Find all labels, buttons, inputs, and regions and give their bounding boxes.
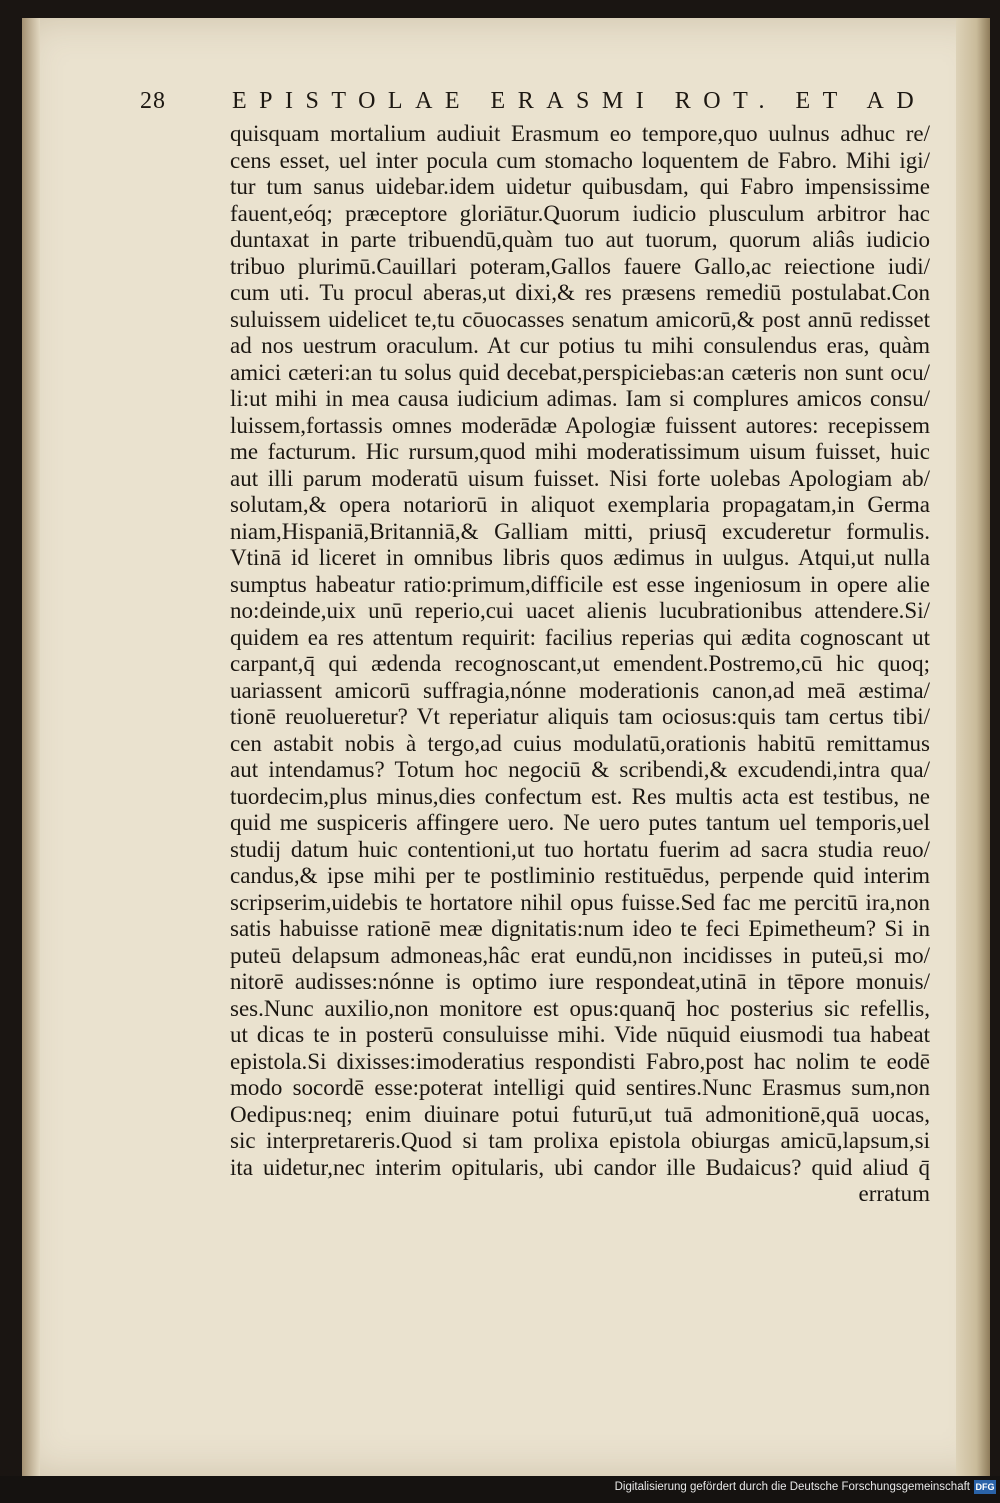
text-line: ses.Nunc auxilio,non monitore est opus:quanq̄ hoc posterius sic refellis, xyxy=(230,995,930,1021)
text-line: duntaxat in parte tribuendū,quàm tuo aut tuorum, quorum aliâs iudicio xyxy=(230,227,930,252)
text-line: suluissem uidelicet te,tu cōuocasses senatum amicorū,& post annū redisset xyxy=(230,306,930,332)
text-line: no:deinde,uix unū reperio,cui uacet alienis lucubrationibus attendere.Si/ xyxy=(230,598,930,623)
page-edge xyxy=(956,18,990,1476)
text-line: cens esset, uel inter pocula cum stomacho loquentem de Fabro. Mihi igi/ xyxy=(230,147,930,173)
text-line: aut illi parum moderatū uisum fuisset. Nisi forte uolebas Apologiam ab/ xyxy=(230,465,930,491)
dfg-logo: DFG xyxy=(975,1482,995,1492)
text-line: scripserim,uidebis te hortatore nihil opus fuisse.Sed fac me percitū ira,non xyxy=(230,889,930,915)
text-line: me facturum. Hic rursum,quod mihi moderatissimum uisum fuisset, huic xyxy=(230,439,930,464)
text-line: candus,& ipse mihi per te postliminio restituēdus, perpende quid interim xyxy=(230,863,930,888)
page-gutter xyxy=(22,18,40,1476)
text-line: cum uti. Tu procul aberas,ut dixi,& res præsens remediū postulabat.Con xyxy=(230,280,930,305)
text-line: epistola.Si dixisses:imoderatius respondisti Fabro,post hac nolim te eodē xyxy=(230,1048,930,1074)
text-line: puteū delapsum admoneas,hâc erat eundū,non incidisses in puteū,si mo/ xyxy=(230,942,930,968)
text-line: Oedipus:neq; enim diuinare potui futurū,ut tuā admonitionē,quā uocas, xyxy=(230,1101,930,1127)
text-line: fauent,eóq; præceptore gloriātur.Quorum iudicio plusculum arbitror hac xyxy=(230,200,930,226)
text-line: solutam,& opera notariorū in aliquot exemplaria propagatam,in Germa xyxy=(230,492,930,517)
text-line: quid me suspiceris affingere uero. Ne uero putes tantum uel temporis,uel xyxy=(230,810,930,835)
text-line: Vtinā id liceret in omnibus libris quos ædimus in uulgus. Atqui,ut nulla xyxy=(230,545,930,570)
text-line: carpant,q̄ qui ædenda recognoscant,ut emendent.Postremo,cū hic quoq; xyxy=(230,651,930,676)
text-line: sumptus habeatur ratio:primum,difficile est esse ingeniosum in opere alie xyxy=(230,571,930,597)
text-line: ita uidetur,nec interim opitularis, ubi candor ille Budaicus? quid aliud q̄ xyxy=(230,1154,930,1180)
text-line: tur tum sanus uidebar.idem uidetur quibusdam, qui Fabro impensissime xyxy=(230,174,930,199)
text-line: ad nos uestrum oraculum. At cur potius tu mihi consulendus eras, quàm xyxy=(230,333,930,358)
text-line: satis habuisse rationē meæ dignitatis:num ideo te feci Epimetheum? Si in xyxy=(230,916,930,941)
text-line: amici cæteri:an tu solus quid decebat,perspiciebas:an cæteris non sunt ocu/ xyxy=(230,359,930,385)
text-line: uariassent amicorū suffragia,nónne moderationis canon,ad meā æstima/ xyxy=(230,677,930,703)
folio-number: 28 xyxy=(140,88,166,114)
text-line: ut dicas te in posterū consuluisse mihi. Vide nūquid eiusmodi tua habeat xyxy=(230,1022,930,1047)
text-line: sic interpretareris.Quod si tam prolixa epistola obiurgas amicū,lapsum,si xyxy=(230,1128,930,1153)
text-line: tionē reuolueretur? Vt reperiatur aliquis tam ociosus:quis tam certus tibi/ xyxy=(230,704,930,729)
text-line: tuordecim,plus minus,dies confectum est. Res multis acta est testibus, ne xyxy=(230,783,930,809)
text-line: quisquam mortalium audiuit Erasmum eo tempore,quo uulnus adhuc re/ xyxy=(230,121,930,146)
running-head: EPISTOLAE ERASMI ROT. ET AD xyxy=(232,88,927,114)
text-line: studij datum huic contentioni,ut tuo hortatu fuerim ad sacra studia reuo/ xyxy=(230,836,930,862)
footer-credit: Digitalisierung gefördert durch die Deutsche Forschungsgemeinschaft xyxy=(614,1481,970,1493)
body-text xyxy=(230,121,930,1208)
text-line: nitorē audisses:nónne is optimo iure respondeat,utinā in tēpore monuis/ xyxy=(230,969,930,994)
text-line: tribuo plurimū.Cauillari poteram,Gallos fauere Gallo,ac reiectione iudi/ xyxy=(230,253,930,279)
text-line: li:ut mihi in mea causa iudicium adimas. Iam si complures amicos consu/ xyxy=(230,386,930,411)
catchword: erratum xyxy=(858,1181,930,1206)
footer-bar xyxy=(0,1476,1000,1503)
text-line: luissem,fortassis omnes moderādæ Apologiæ fuissent autores: recepissem xyxy=(230,412,930,438)
text-line: aut intendamus? Totum hoc negociū & scribendi,& excudendi,intra qua/ xyxy=(230,757,930,782)
text-line: niam,Hispaniā,Britanniā,& Galliam mitti, priusq̄ excuderetur formulis. xyxy=(230,518,930,544)
text-line: cen astabit nobis à tergo,ad cuius modulatū,orationis habitū remittamus xyxy=(230,730,930,756)
text-line: modo socordē esse:poterat intelligi quid sentires.Nunc Erasmus sum,non xyxy=(230,1075,930,1100)
text-line: quidem ea res attentum requirit: facilius reperias qui ædita cognoscant ut xyxy=(230,624,930,650)
